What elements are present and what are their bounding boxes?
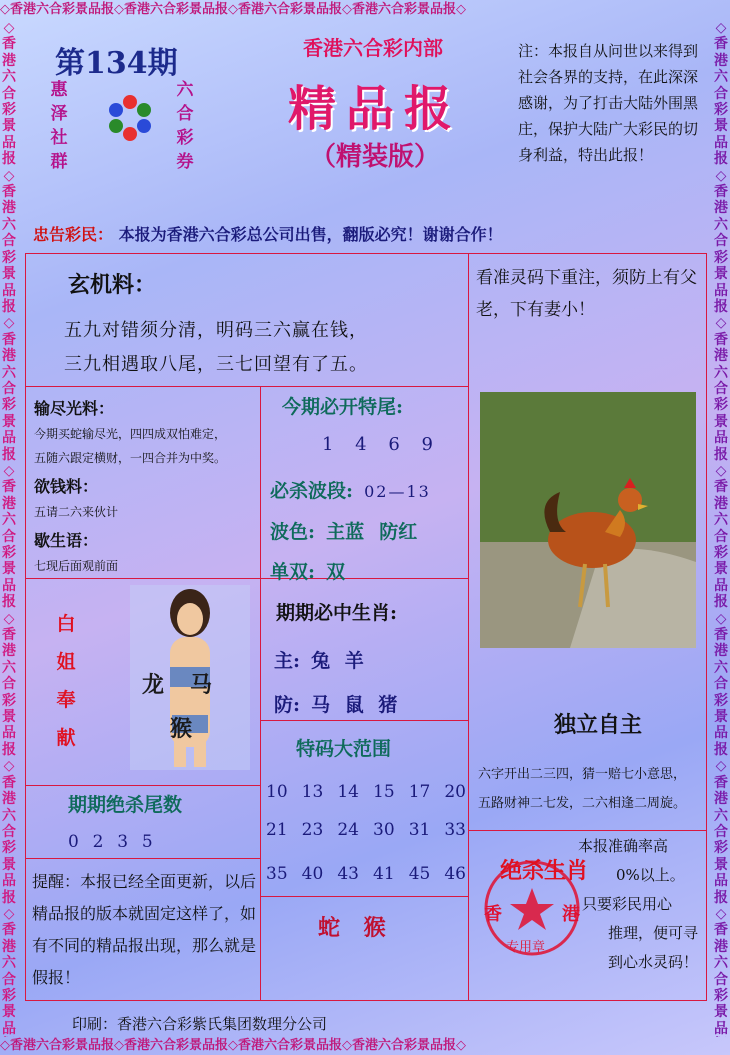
she-hou-text: 蛇 猴 (318, 915, 394, 941)
range-heading: 特码大范围 (296, 738, 392, 760)
kill-wave-label: 必杀波段: (270, 480, 354, 502)
loss-heading: 输尽光料： (34, 399, 115, 418)
range-row-1 (266, 782, 466, 802)
tail-heading: 今期必开特尾: (282, 396, 404, 418)
xuanji-line-1: 五九对错须分清，明码三六赢在钱， (64, 320, 368, 341)
range-number: 21 (266, 820, 288, 840)
range-number: 43 (337, 864, 359, 884)
range-number: 20 (444, 782, 466, 802)
zodiac-guard-value: 马 鼠 猪 (311, 694, 402, 716)
independent-line-1: 六字开出二三四，猜一赔七小意思， (478, 767, 687, 782)
grid-line-4 (25, 785, 260, 786)
range-number: 30 (373, 820, 395, 840)
kill-zodiac-heading: 绝杀生肖 (500, 858, 589, 884)
range-number: 46 (444, 864, 466, 884)
frame-bottom: ◇香港六合彩景品报◇香港六合彩景品报◇香港六合彩景品报◇香港六合彩景品报◇ (0, 1038, 466, 1053)
frame-top: ◇香港六合彩景品报◇香港六合彩景品报◇香港六合彩景品报◇香港六合彩景品报◇ (0, 2, 466, 17)
overlay-char-1: 龙 (142, 672, 165, 698)
overlay-char-2: 马 (190, 672, 213, 698)
kill-wave (270, 476, 431, 503)
xuanji-heading: 玄机料： (68, 272, 157, 298)
stamp-bottom-text: 专用章 (506, 940, 546, 955)
range-number: 17 (408, 782, 431, 802)
range-number: 35 (266, 864, 288, 884)
accuracy-line-5: 到心水灵码！ (608, 953, 699, 971)
frame-left: ◇香港六合彩景品报◇香港六合彩景品报◇香港六合彩景品报◇香港六合彩景品报◇香港六合彩景品报◇香港六合彩景品报◇香港六合彩景品 (2, 20, 16, 1037)
org-name: 香港六合彩内部 (303, 36, 443, 60)
stamp-right-char: 港 (562, 904, 580, 925)
grid-divider-main (468, 253, 469, 1001)
range-number: 45 (408, 864, 431, 884)
range-number: 10 (266, 782, 288, 802)
warning-text: 本报为香港六合彩总公司出售，翻版必究！谢谢合作！ (118, 225, 503, 244)
issue-number: 第134期 (55, 46, 178, 81)
color-label: 波色: (270, 521, 316, 543)
grid-line-7 (468, 830, 706, 831)
xuanji-line-2: 三九相遇取八尾，三七回望有了五。 (64, 354, 368, 375)
range-number: 33 (444, 820, 466, 840)
loss-line-1: 今期买蛇输尽光，四四成双怕难定， (34, 427, 227, 441)
accuracy-line-1: 本报准确率高 (578, 837, 669, 855)
tail-numbers: 1 4 6 9 (322, 434, 441, 455)
paper-title: 精品报 (287, 81, 462, 137)
kill-wave-value: 02—13 (364, 482, 431, 501)
paper-subtitle: （精装版） (309, 142, 440, 172)
range-row-2 (266, 820, 466, 840)
white-girl-text: 白姐奉献 (56, 613, 76, 749)
range-number: 40 (301, 864, 324, 884)
rest-text: 七现后面观前面 (34, 559, 119, 573)
color-line (270, 517, 417, 544)
range-number: 31 (408, 820, 431, 840)
independent-line-2: 五路财神二七发，二六相逢二周旋。 (478, 796, 687, 811)
vertical-slogan-right: 六合彩券 (176, 80, 194, 172)
independent-text (478, 760, 704, 818)
accuracy-line-2: 0%以上。 (616, 866, 685, 884)
grid-line-6 (260, 896, 468, 897)
accuracy-block (578, 832, 698, 977)
loss-line-2: 五随六跟定横财，一四合并为中奖。 (34, 451, 227, 465)
color-guard: 防红 (379, 521, 418, 543)
range-row-3 (266, 864, 466, 884)
oddeven-value: 双 (326, 561, 346, 583)
independent-heading: 独立自主 (554, 712, 643, 738)
range-number: 24 (337, 820, 359, 840)
range-number: 13 (301, 782, 324, 802)
accuracy-line-3: 只要彩民用心 (582, 895, 673, 913)
overlay-char-3: 猴 (170, 716, 193, 742)
header-notice: 注：本报自从问世以来得到社会各界的支持，在此深深感谢，为了打击大陆外围黑庄，保护大陆广大彩民的切身利益，特出此报！ (518, 42, 699, 164)
range-number: 15 (373, 782, 395, 802)
vertical-slogan-left: 惠泽社群 (50, 80, 68, 172)
range-number: 14 (337, 782, 359, 802)
money-text: 五请二六来伙计 (34, 505, 119, 519)
right-top-verse: 看准灵码下重注，须防上有父老，下有妻小！ (476, 268, 697, 320)
grid-divider-left (260, 386, 261, 1000)
reminder-text: 提醒：本报已经全面更新，以后精品报的版本就固定这样了，如有不同的精品报出现，那么就是假报！ (32, 872, 257, 987)
money-heading: 欲钱料： (34, 477, 99, 496)
warning-line (33, 222, 503, 245)
kill-tail-heading: 期期绝杀尾数 (68, 794, 183, 816)
range-number: 41 (373, 864, 395, 884)
oddeven-line (270, 557, 345, 584)
grid-line-1 (25, 386, 468, 387)
frame-right: ◇香港六合彩景品报◇香港六合彩景品报◇香港六合彩景品报◇香港六合彩景品报◇香港六合彩景品报◇香港六合彩景品报◇香港六合彩景品 (714, 20, 728, 1037)
grid-line-3 (260, 720, 468, 721)
grid-line-5 (25, 858, 260, 859)
warning-label: 忠告彩民： (33, 225, 114, 244)
zodiac-main-label: 主: (274, 650, 301, 672)
oddeven-label: 单双: (270, 561, 316, 583)
stamp-left-char: 香 (484, 904, 502, 925)
rest-heading: 歇生语： (34, 531, 99, 550)
zodiac-guard (274, 690, 401, 717)
zodiac-guard-label: 防: (274, 694, 301, 716)
accuracy-line-4: 推理，便可寻 (608, 924, 699, 942)
kill-tail-numbers: 0 2 3 5 (68, 832, 154, 852)
zodiac-heading: 期期必中生肖: (276, 602, 398, 624)
color-main: 主蓝 (326, 521, 365, 543)
grid-line-2 (25, 578, 468, 579)
rooster-photo (480, 392, 696, 648)
zodiac-main (274, 646, 368, 673)
lottery-logo-icon (100, 90, 160, 146)
zodiac-main-value: 兔 羊 (311, 650, 368, 672)
printer-line: 印刷：香港六合彩紫氏集团数理分公司 (72, 1015, 328, 1033)
range-number: 23 (301, 820, 324, 840)
